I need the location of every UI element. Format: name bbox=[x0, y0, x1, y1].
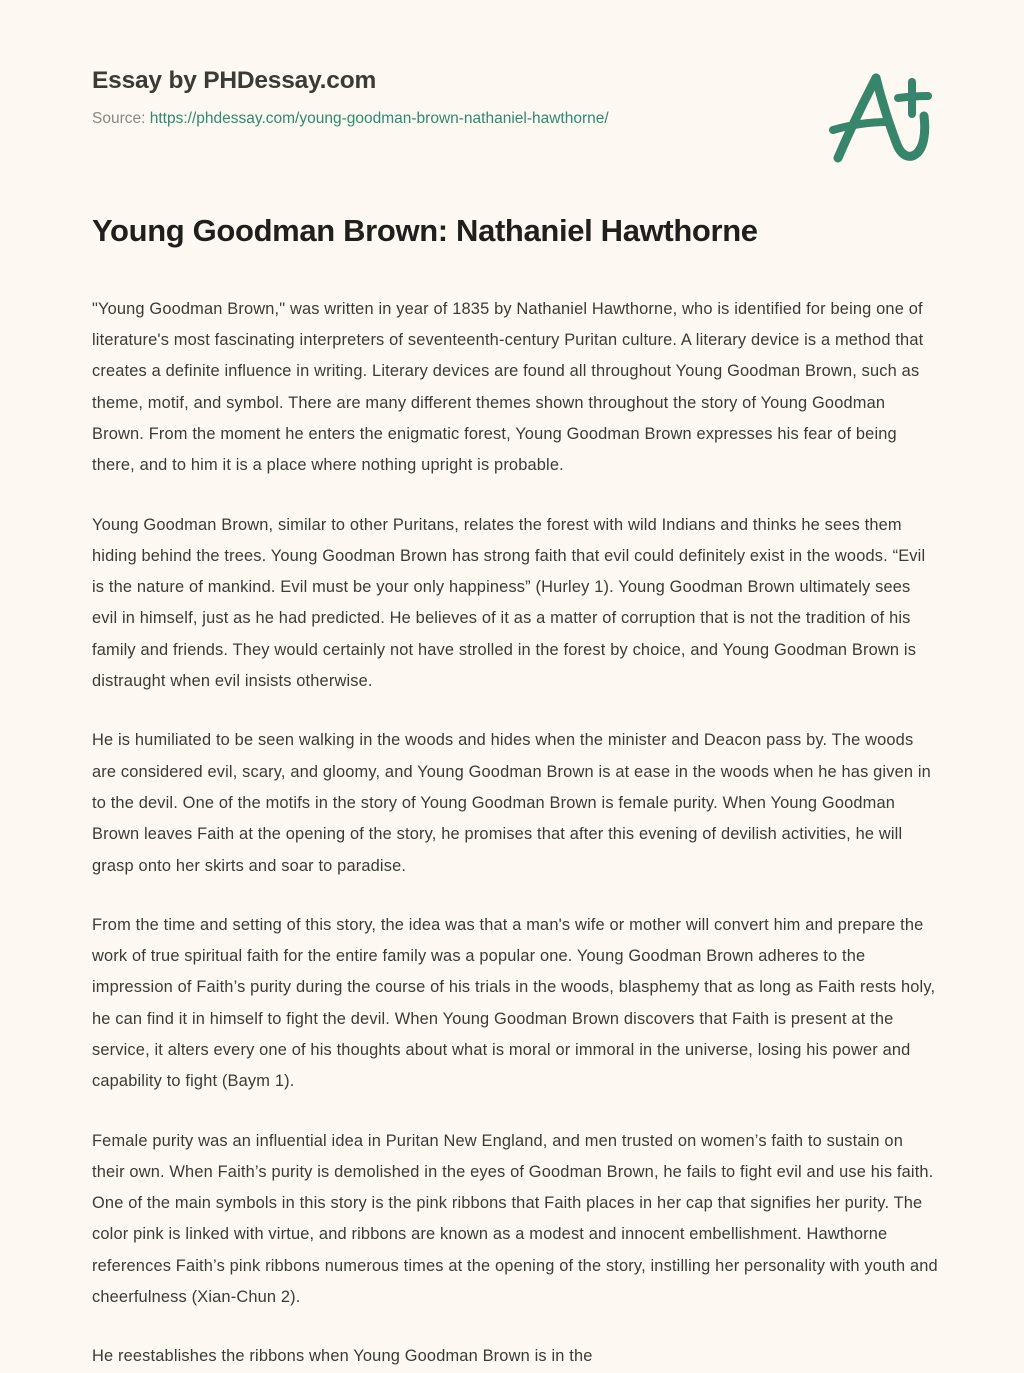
paragraph: He is humiliated to be seen walking in the woods and hides when the minister and Deacon pass by. The woods are considered evil, scary, and gloomy, and Young Goodman Brown is at ease in the woods when he has given in to the devil. One of the motifs in the story of Young Goodman Brown is female purity. When Young Goodman Brown leaves Faith at the opening of the story, he promises that after this evening of devilish activities, he will grasp onto her skirts and soar to paradise. bbox=[92, 731, 931, 875]
article-body bbox=[92, 294, 940, 1373]
source-label: Source: bbox=[92, 110, 146, 128]
paragraph: He reestablishes the ribbons when Young Goodman Brown is in the bbox=[92, 1347, 593, 1366]
page-title: Young Goodman Brown: Nathaniel Hawthorne bbox=[92, 213, 758, 248]
paragraph: "Young Goodman Brown," was written in year of 1835 by Nathaniel Hawthorne, who is identified for being one of literature's most fascinating interpreters of seventeenth-century Puritan culture. A literary device is a method that creates a definite influence in writing. Literary devices are found all throughout Young Goodman Brown, such as theme, motif, and symbol. There are many different themes shown throughout the story of Young Goodman Brown. From the moment he enters the enigmatic forest, Young Goodman Brown expresses his fear of being there, and to him it is a place where nothing upright is probable. bbox=[92, 299, 924, 475]
brand-title: Essay by PHDessay.com bbox=[92, 67, 377, 94]
source-line bbox=[92, 109, 932, 129]
article bbox=[92, 212, 940, 1373]
page-header bbox=[92, 66, 932, 130]
aplus-logo-icon bbox=[820, 68, 932, 166]
paragraph: Female purity was an influential idea in Puritan New England, and men trusted on women’s faith to sustain on their own. When Faith’s purity is demolished in the eyes of Goodman Brown, he fails to fight evil and use his faith. One of the main symbols in this story is the pink ribbons that Faith places in her cap that signifies her purity. The color pink is linked with virtue, and ribbons are known as a modest and innocent embellishment. Hawthorne references Faith’s pink ribbons numerous times at the opening of the story, instilling her personality with youth and cheerfulness (Xian-Chun 2). bbox=[92, 1131, 938, 1307]
paragraph: From the time and setting of this story, the idea was that a man's wife or mother will convert him and prepare the work of true spiritual faith for the entire family was a popular one. Young Goodman Brown adheres to the impression of Faith’s purity during the course of his trials in the woods, blasphemy that as long as Faith rests holy, he can find it in himself to fight the devil. When Young Goodman Brown discovers that Faith is present at the service, it alters every one of his thoughts about what is moral or immoral in the universe, losing his power and capability to fight (Baym 1). bbox=[92, 915, 936, 1091]
source-url-link[interactable]: https://phdessay.com/young-goodman-brown-nathaniel-hawthorne/ bbox=[149, 110, 609, 128]
paragraph: Young Goodman Brown, similar to other Puritans, relates the forest with wild Indians and thinks he sees them hiding behind the trees. Young Goodman Brown has strong faith that evil could definitely exist in the woods. “Evil is the nature of mankind. Evil must be your only happiness” (Hurley 1). Young Goodman Brown ultimately sees evil in himself, just as he had predicted. He believes of it as a matter of corruption that is not the tradition of his family and friends. They would certainly not have strolled in the forest by choice, and Young Goodman Brown is distraught when evil insists otherwise. bbox=[92, 515, 926, 691]
